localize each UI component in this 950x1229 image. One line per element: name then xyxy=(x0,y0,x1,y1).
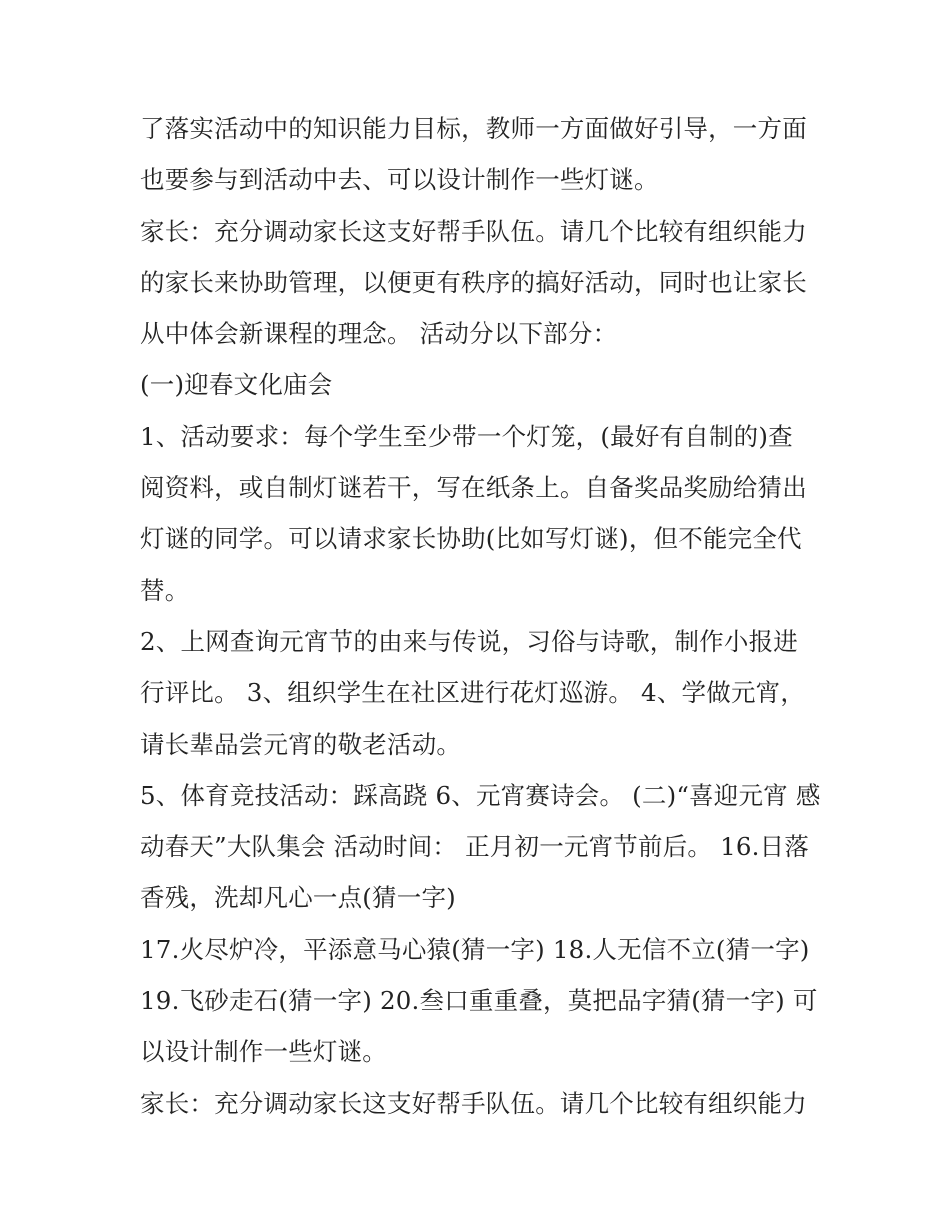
text-line: 替。 xyxy=(140,575,190,605)
text-line: 的家长来协助管理，以便更有秩序的搞好活动，同时也让家长 xyxy=(140,267,807,297)
text-line: 从中体会新课程的理念。 活动分以下部分： xyxy=(140,319,618,349)
section-heading: (一)迎春文化庙会 xyxy=(140,370,333,400)
text-line: 17.火尽炉冷，平添意马心猿(猜一字) 18.人无信不立(猜一字) xyxy=(140,934,810,964)
text-line: 也要参与到活动中去、可以设计制作一些灯谜。 xyxy=(140,165,659,195)
text-line: 动春天”大队集会 活动时间： 正月初一元宵节前后。 16.日落 xyxy=(140,832,810,862)
text-line: 香残，洗却凡心一点(猜一字) xyxy=(140,883,456,913)
document-body xyxy=(140,103,820,1129)
text-line: 5、体育竞技活动：踩高跷 6、元宵赛诗会。 (二)“喜迎元宵 感 xyxy=(140,780,821,810)
text-line: 19.飞砂走石(猜一字) 20.叁口重重叠，莫把品字猜(猜一字) 可 xyxy=(140,986,818,1016)
text-line: 阅资料，或自制灯谜若干，写在纸条上。自备奖品奖励给猜出 xyxy=(140,473,807,503)
text-line: 家长：充分调动家长这支好帮手队伍。请几个比较有组织能力 xyxy=(140,216,807,246)
text-line: 2、上网查询元宵节的由来与传说，习俗与诗歌，制作小报进 xyxy=(140,626,798,656)
text-line: 行评比。 3、组织学生在社区进行花灯巡游。 4、学做元宵， xyxy=(140,678,806,708)
text-line: 了落实活动中的知识能力目标，教师一方面做好引导，一方面 xyxy=(140,114,807,143)
text-line: 以设计制作一些灯谜。 xyxy=(140,1037,387,1067)
text-line: 灯谜的同学。可以请求家长协助(比如写灯谜)，但不能完全代 xyxy=(140,524,802,554)
text-line: 家长：充分调动家长这支好帮手队伍。请几个比较有组织能力 xyxy=(140,1088,807,1118)
text-line: 请长辈品尝元宵的敬老活动。 xyxy=(140,729,462,759)
text-line: 1、活动要求：每个学生至少带一个灯笼，(最好有自制的)查 xyxy=(140,421,793,451)
